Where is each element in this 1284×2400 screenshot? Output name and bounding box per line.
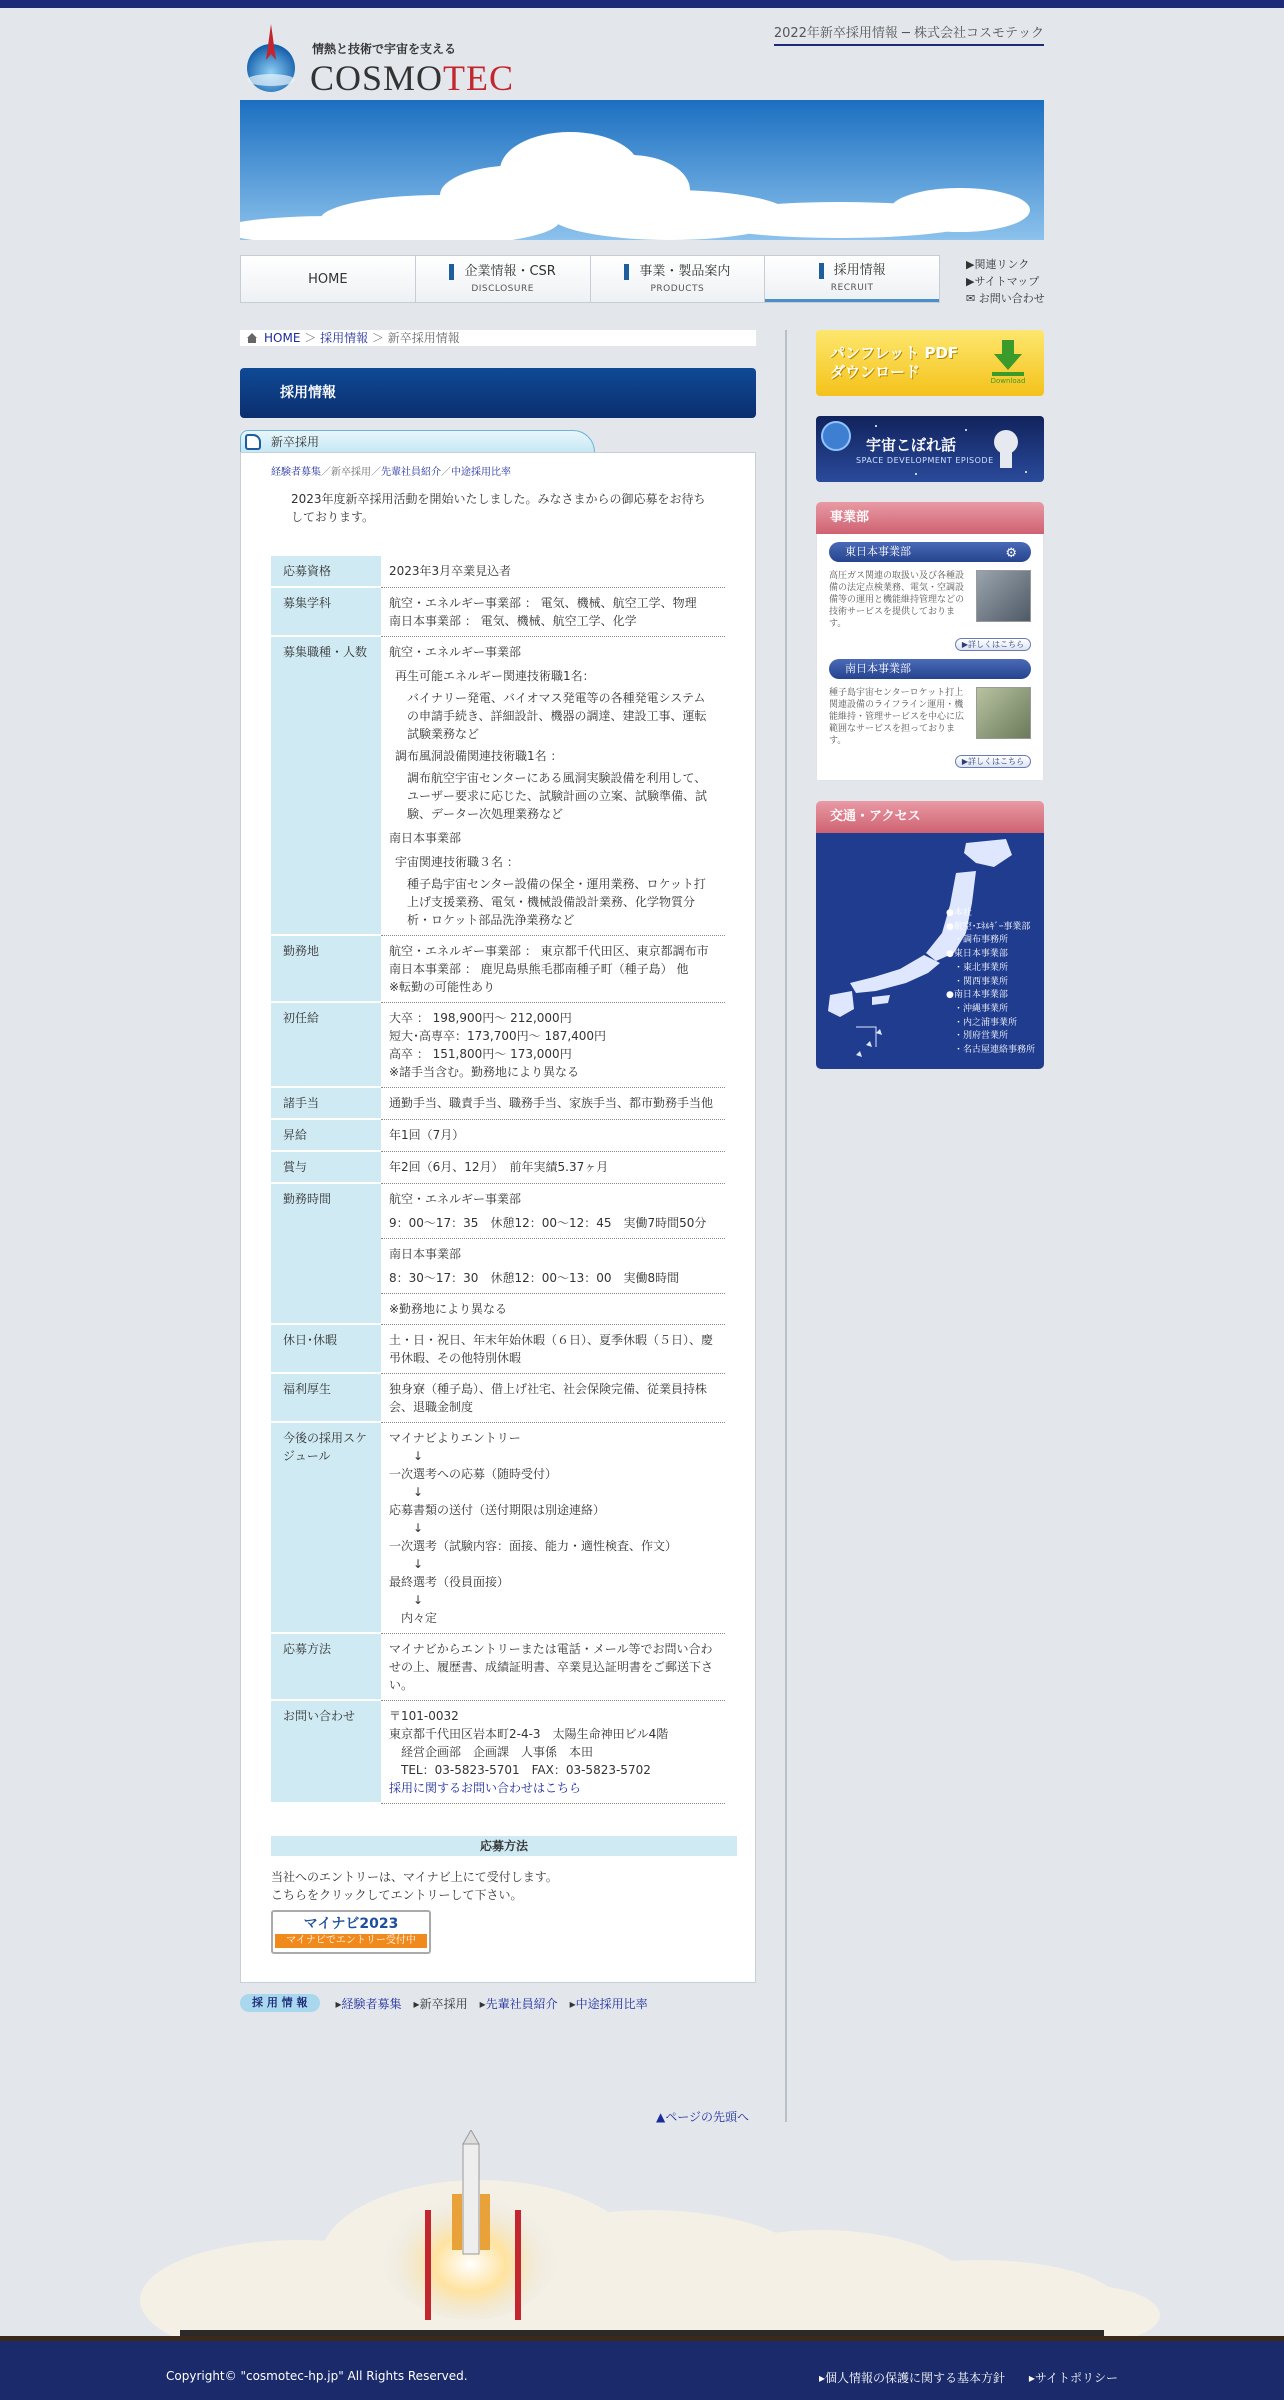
row-header: 昇給: [271, 1119, 381, 1151]
value-line: TEL：03-5823-5701 FAX：03-5823-5702: [401, 1762, 651, 1777]
location-item: ・沖縄事業所: [954, 1003, 1009, 1014]
bottom-recruit-nav: [240, 1993, 756, 2013]
row-value: [381, 636, 725, 935]
row-value: 2023年3月卒業見込者: [381, 556, 725, 587]
more-details-button[interactable]: ▶詳しくはこちら: [955, 755, 1031, 768]
table-row: [271, 1183, 725, 1324]
division-east-text: 高圧ガス関連の取扱い及び各種設備の法定点検業務、電気・空調設備等の運用と機能維持管理などの技術サービスを提供しております。: [829, 571, 965, 629]
table-row: [271, 587, 725, 636]
location-item: ・内之浦事業所: [954, 1017, 1018, 1028]
bottom-nav-item[interactable]: ▸先輩社員紹介: [479, 1996, 558, 2011]
rocket-illustration: [0, 2130, 1284, 2340]
row-header: お問い合わせ: [271, 1700, 381, 1803]
apply-section-header: 応募方法: [271, 1836, 737, 1856]
subnav-sep: ／: [371, 467, 381, 478]
schedule-step: 一次選考（試験内容：面接、能力・適性検査、作文）: [389, 1538, 678, 1553]
gnav-products-label: 事業・製品案内: [624, 264, 730, 280]
down-arrow-icon: ↓: [413, 1448, 424, 1463]
gnav-disclosure-label: 企業情報・CSR: [449, 264, 555, 280]
down-arrow-icon: ↓: [413, 1484, 424, 1499]
table-row: [271, 1002, 725, 1087]
section-tab-label: 新卒採用: [271, 435, 320, 449]
site-footer: [0, 2336, 1284, 2400]
access-location-list: [946, 907, 1035, 1058]
logo-wordmark: [310, 58, 514, 98]
footer-links: [799, 2369, 1118, 2386]
row-header: 初任給: [271, 1002, 381, 1087]
value-line: 再生可能エネルギー関連技術職1名：: [395, 668, 595, 683]
gnav-disclosure-en: DISCLOSURE: [471, 284, 534, 294]
bottom-nav-seniors[interactable]: 先輩社員紹介: [485, 1996, 558, 2011]
table-row: [271, 636, 725, 935]
value-line: 南日本事業部 ： 鹿児島県熊毛郡南種子町（種子島） 他: [389, 961, 689, 976]
space-episode-title: 宇宙こぼれ話: [866, 436, 957, 454]
table-row: [271, 556, 725, 587]
section-tab: [240, 430, 595, 452]
value-subrow: [381, 1238, 725, 1287]
location-item: ●本社: [946, 908, 972, 918]
value-line: ※勤務地により異なる: [389, 1301, 508, 1316]
gnav-home-label: HOME: [308, 271, 348, 287]
site-header: [240, 8, 1044, 100]
breadcrumb-current: 新卒採用情報: [387, 331, 460, 345]
column-divider: [785, 330, 787, 2122]
value-line: 航空・エネルギー事業部 ： 電気、機械、航空工学、物理: [389, 595, 697, 610]
table-row: [271, 935, 725, 1002]
value-line: 南日本事業部: [389, 830, 462, 845]
value-line: 経営企画部 企画課 人事係 本田: [401, 1744, 594, 1759]
down-arrow-icon: ↓: [413, 1556, 424, 1571]
logo-wordmark-b: TEC: [443, 58, 515, 98]
logo-tagline: 情熱と技術で宇宙を支える: [312, 42, 457, 56]
related-links-link[interactable]: ▶関連リンク: [966, 258, 1030, 271]
apply-text-line: 当社へのエントリーは、マイナビ上にて受付します。: [271, 1870, 558, 1884]
value-line: 〒101-0032: [389, 1708, 459, 1723]
gnav-recruit-en: RECRUIT: [830, 282, 874, 293]
gnav-products-en: PRODUCTS: [650, 284, 705, 294]
division-east-name: 東日本事業部: [845, 545, 911, 558]
pdf-label-line: ダウンロード: [830, 363, 921, 381]
mynavi-logo: マイナビ2023: [303, 1916, 399, 1932]
section-tab-wrap: [240, 430, 756, 452]
mynavi-caption: マイナビでエントリー受付中: [275, 1934, 427, 1948]
value-line: 8：30～17：30 休憩12：00～13：00 実働8時間: [389, 1270, 680, 1285]
bottom-nav-item: ▸新卒採用: [413, 1996, 468, 2011]
location-item: ・別府営業所: [954, 1031, 1009, 1042]
logo-wordmark-a: COSMO: [310, 58, 444, 98]
location-item: ・調布事務所: [954, 935, 1009, 946]
gnav-products[interactable]: [591, 256, 766, 302]
value-line: 大卒 ： 198,900円～ 212,000円: [389, 1010, 572, 1025]
value-line: 航空・エネルギー事業部 ： 東京都千代田区、東京都調布市: [389, 943, 709, 958]
division-south-title[interactable]: [829, 659, 1031, 679]
value-line: 高卒 ： 151,800円～ 173,000円: [389, 1046, 572, 1061]
division-east-title[interactable]: [829, 542, 1031, 562]
sidebar: [816, 330, 1044, 1069]
row-value: 土・日・祝日、年末年始休暇（６日）、夏季休暇（５日）、慶弔休暇、その他特別休暇: [381, 1324, 725, 1373]
value-line: バイナリー発電、バイオマス発電等の各種発電システムの申請手続き、詳細設計、機器の調達、建設工事、運転試験業務など: [407, 690, 707, 741]
access-header: 交通・アクセス: [816, 801, 1044, 833]
row-header: 休日･休暇: [271, 1324, 381, 1373]
copyright: Copyright© "cosmotec-hp.jp" All Rights Reserved.: [166, 2369, 468, 2383]
gnav-disclosure[interactable]: [416, 256, 591, 302]
breadcrumb-recruit[interactable]: 採用情報: [320, 331, 369, 345]
location-item: ・関西事業所: [954, 976, 1009, 987]
breadcrumb-home[interactable]: HOME: [264, 331, 301, 345]
intro-text: 2023年度新卒採用活動を開始いたしました。みなさまからの御応募をお待ちしております。: [291, 492, 706, 524]
access-box: [816, 801, 1044, 1069]
value-line: 調布風洞設備関連技術職1名 ：: [395, 748, 563, 763]
row-value: [381, 935, 725, 1002]
content-panel: [240, 452, 756, 1983]
division-south-photo: [976, 687, 1031, 739]
table-row: [271, 1373, 725, 1422]
value-line: 航空・エネルギー事業部: [389, 644, 522, 659]
location-item: ●東日本事業部: [946, 949, 1008, 960]
row-header: 募集学科: [271, 587, 381, 636]
recruit-inquiry-link[interactable]: 採用に関するお問い合わせはこちら: [389, 1780, 582, 1795]
row-value: 通勤手当、職責手当、職務手当、家族手当、都市勤務手当他: [381, 1087, 725, 1119]
subnav-newgrad: 新卒採用: [331, 467, 371, 478]
download-text: Download: [990, 377, 1026, 384]
table-row: [271, 1633, 725, 1700]
subnav-midcareer-ratio[interactable]: 中途採用比率: [451, 467, 511, 478]
download-icon: [990, 340, 1026, 384]
utility-links: [966, 256, 1046, 307]
row-value: [381, 1183, 725, 1324]
row-value: 年2回（6月、12月） 前年実績5.37ヶ月: [381, 1151, 725, 1183]
access-map[interactable]: [816, 833, 1044, 1069]
recruit-subnav: [271, 463, 737, 478]
contact-link[interactable]: ✉ お問い合わせ: [966, 292, 1045, 305]
row-value: マイナビからエントリーまたは電話・メール等でお問い合わせの上、履歴書、成績証明書、卒業見込証明書をご郵送下さい。: [381, 1633, 725, 1700]
row-value: [381, 587, 725, 636]
value-line: 宇宙関連技術職３名 ：: [395, 854, 519, 869]
apply-text: [271, 1868, 737, 1904]
schedule-step: マイナビよりエントリー: [389, 1430, 521, 1445]
gnav-recruit-label: 採用情報: [819, 263, 886, 279]
row-header: 応募方法: [271, 1633, 381, 1700]
sitemap-link[interactable]: ▶サイトマップ: [966, 275, 1040, 288]
more-details-button[interactable]: ▶詳しくはこちら: [955, 638, 1031, 651]
location-item: ●航空･ｴﾈﾙｷﾞｰ事業部: [946, 921, 1031, 932]
row-header: 福利厚生: [271, 1373, 381, 1422]
page-top-link[interactable]: ▲ページの先頭へ: [656, 2110, 749, 2124]
divisions-header: 事業部: [816, 502, 1044, 534]
pamphlet-pdf-button[interactable]: [816, 330, 1044, 396]
pdf-button-label: [830, 344, 958, 382]
sky-banner: [240, 100, 1044, 240]
division-south-body: [829, 687, 1031, 749]
row-header: 勤務地: [271, 935, 381, 1002]
value-line: 航空・エネルギー事業部: [389, 1191, 522, 1206]
subnav-experienced[interactable]: 経験者募集: [271, 467, 321, 478]
gnav-home[interactable]: [241, 256, 416, 302]
cloud-banner-image: [240, 100, 1044, 240]
breadcrumb-sep: ＞: [304, 331, 317, 345]
division-south-more: [829, 753, 1031, 768]
location-item: ・名古屋連絡事務所: [954, 1045, 1036, 1056]
site-policy-link[interactable]: ▸サイトポリシー: [1028, 2371, 1118, 2385]
space-episode-subtitle: SPACE DEVELOPMENT EPISODE: [856, 456, 994, 465]
row-header: 賞与: [271, 1151, 381, 1183]
subnav-sep: ／: [441, 467, 451, 478]
location-item: ●南日本事業部: [946, 990, 1008, 1001]
division-east-more: [829, 636, 1031, 651]
row-value: 年1回（7月）: [381, 1119, 725, 1151]
value-line: 短大･高専卒：173,700円～ 187,400円: [389, 1028, 607, 1043]
row-header: 今後の採用スケジュール: [271, 1422, 381, 1633]
bottom-nav-newgrad: 新卒採用: [419, 1996, 468, 2011]
mynavi-entry-button[interactable]: [271, 1910, 431, 1954]
value-line: 調布航空宇宙センターにある風洞実験設備を利用して、ユーザー要求に応じた、試験計画の立案、試験準備、試験、データー次処理業務など: [407, 770, 708, 821]
row-value: [381, 1002, 725, 1087]
divisions-box: [816, 502, 1044, 781]
table-row: [271, 1119, 725, 1151]
gear-icon: ⚙: [1005, 546, 1017, 561]
bottom-nav-label: 採 用 情 報: [240, 1994, 320, 2012]
privacy-policy-link[interactable]: ▸個人情報の保護に関する基本方針: [818, 2371, 1005, 2385]
pdf-label-line: パンフレット PDF: [830, 344, 959, 362]
main-content: [240, 330, 756, 2013]
row-value: [381, 1422, 725, 1633]
tab-icon: [245, 434, 261, 450]
value-line: ※諸手当含む。勤務地により異なる: [389, 1064, 580, 1079]
table-row: [271, 1422, 725, 1633]
schedule-step: 応募書類の送付（送付期限は別途連絡）: [389, 1502, 606, 1517]
breadcrumb: [240, 330, 756, 346]
value-line: 南日本事業部: [389, 1246, 462, 1261]
division-east-body: [829, 570, 1031, 632]
division-east-photo: [976, 570, 1031, 622]
value-subrow: [381, 1293, 725, 1318]
home-icon: [246, 332, 258, 348]
down-arrow-icon: ↓: [413, 1520, 424, 1535]
page-title: 採用情報: [240, 368, 756, 418]
value-line: 東京都千代田区岩本町2-4-3 太陽生命神田ビル4階: [389, 1726, 669, 1741]
division-list: [816, 534, 1044, 781]
value-line: ※転勤の可能性あり: [389, 979, 496, 994]
top-accent-bar: [0, 0, 1284, 8]
table-row: [271, 1324, 725, 1373]
row-header: 勤務時間: [271, 1183, 381, 1324]
site-logo[interactable]: [240, 14, 520, 98]
schedule-step: 内々定: [401, 1610, 438, 1625]
row-value: 独身寮（種子島）、借上げ社宅、社会保険完備、従業員持株会、退職金制度: [381, 1373, 725, 1422]
bottom-nav-midcareer[interactable]: 中途採用比率: [575, 1996, 648, 2011]
bottom-nav-item[interactable]: ▸経験者募集: [335, 1996, 402, 2011]
global-nav: [240, 255, 940, 303]
gnav-recruit[interactable]: [765, 256, 939, 302]
row-value: [381, 1700, 725, 1803]
requirements-table: [271, 556, 725, 1804]
rocket-launch-image: [0, 2130, 1284, 2340]
value-line: 南日本事業部 ： 電気、機械、航空工学、化学: [389, 613, 637, 628]
space-episode-button[interactable]: [816, 416, 1044, 482]
value-line: 種子島宇宙センター設備の保全・運用業務、ロケット打上げ支援業務、電気・機械設備設計業務、化学物質分析・ロケット部品洗浄業務など: [407, 876, 706, 927]
division-south-name: 南日本事業部: [845, 662, 911, 675]
subnav-seniors[interactable]: 先輩社員紹介: [381, 467, 441, 478]
subnav-sep: ／: [321, 467, 331, 478]
value-line: 9：00～17：35 休憩12：00～12：45 実働7時間50分: [389, 1215, 707, 1230]
bottom-nav-experienced[interactable]: 経験者募集: [341, 1996, 402, 2011]
table-row: [271, 1151, 725, 1183]
row-header: 応募資格: [271, 556, 381, 587]
table-row: [271, 1700, 725, 1803]
logo-mark-icon: [240, 20, 302, 94]
schedule-step: 一次選考への応募（随時受付）: [389, 1466, 558, 1481]
division-south-text: 種子島宇宙センターロケット打上関連設備のライフライン運用・機能維持・管理サービスを中心に広範囲なサービスを担っております。: [829, 688, 965, 746]
bottom-nav-item[interactable]: ▸中途採用比率: [569, 1996, 648, 2011]
down-arrow-icon: ↓: [413, 1592, 424, 1607]
location-item: ・東北事業所: [954, 962, 1009, 973]
header-title: 2022年新卒採用情報 ─ 株式会社コスモテック: [774, 22, 1044, 46]
row-header: 諸手当: [271, 1087, 381, 1119]
row-header: 募集職種・人数: [271, 636, 381, 935]
schedule-step: 最終選考（役員面接）: [389, 1574, 510, 1589]
table-row: [271, 1087, 725, 1119]
apply-text-line: こちらをクリックしてエントリーして下さい。: [271, 1888, 523, 1902]
breadcrumb-sep: ＞: [371, 331, 384, 345]
